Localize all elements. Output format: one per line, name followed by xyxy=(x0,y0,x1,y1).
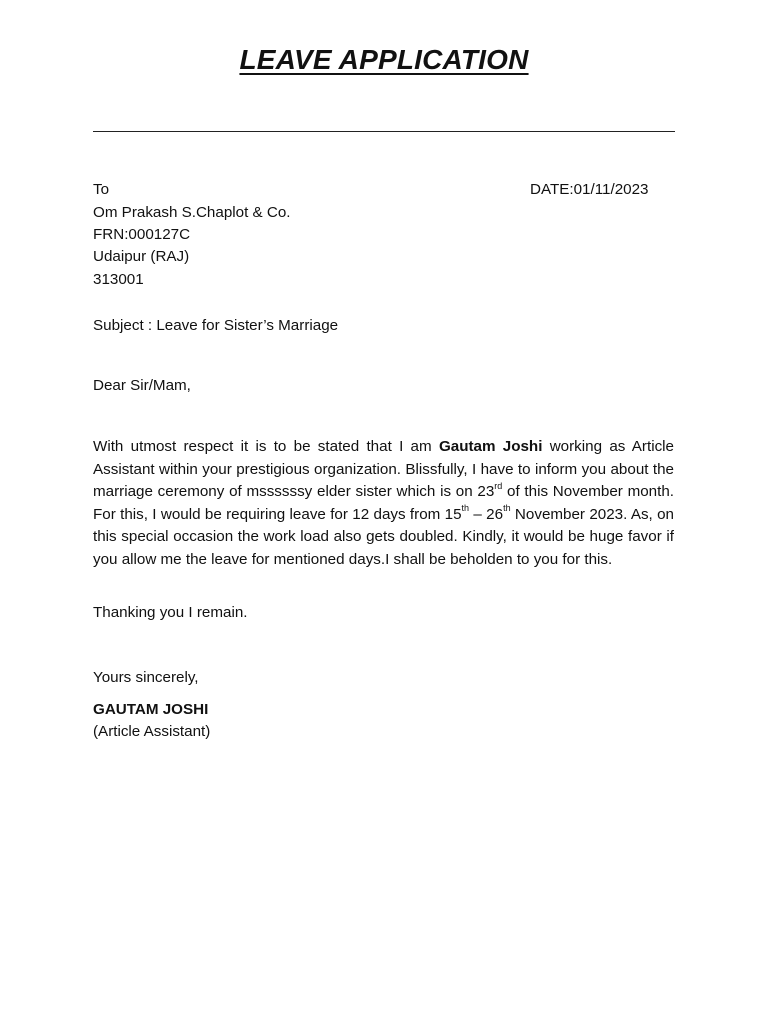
sender-name-inline: Gautam Joshi xyxy=(438,438,543,455)
sign-off: Yours sincerely, xyxy=(93,669,199,686)
letter-body xyxy=(93,436,674,571)
signature-name: GAUTAM JOSHI xyxy=(93,701,209,718)
salutation: Dear Sir/Mam, xyxy=(93,377,191,394)
body-text-5: November 2023. As, on this special occasion the work load also gets doubled. Kindly, it would be huge favor if you allow me the leave for mentioned days.I shall be beholden to you for this. xyxy=(93,505,675,568)
ordinal-superscript: th xyxy=(461,503,470,514)
body-text-2: working as Article Assistant within your prestigious organization. Blissfully, I have to inform you about the marriage ceremony of mssssssy elder sister which is on 23 xyxy=(93,438,674,500)
body-text-4: – 26 xyxy=(469,505,504,523)
ordinal-superscript: th xyxy=(503,503,511,514)
body-text-3: of this November month. For this, I would be requiring leave for 12 days from 15 xyxy=(93,483,674,523)
closing-line: Thanking you I remain. xyxy=(93,604,248,621)
designation: (Article Assistant) xyxy=(93,723,211,740)
letter-date: DATE:01/11/2023 xyxy=(530,181,649,198)
recipient-pin: 313001 xyxy=(93,271,144,288)
letter-subject: Subject : Leave for Sister’s Marriage xyxy=(93,317,339,334)
recipient-city: Udaipur (RAJ) xyxy=(93,248,190,265)
recipient-to: To xyxy=(93,181,110,198)
page-title: LEAVE APPLICATION xyxy=(239,44,529,75)
title-divider xyxy=(93,131,675,132)
recipient-frn: FRN:000127C xyxy=(93,226,191,243)
body-text-1: With utmost respect it is to be stated that I am xyxy=(93,438,439,455)
recipient-name: Om Prakash S.Chaplot & Co. xyxy=(93,204,291,221)
ordinal-superscript: rd xyxy=(494,480,503,491)
